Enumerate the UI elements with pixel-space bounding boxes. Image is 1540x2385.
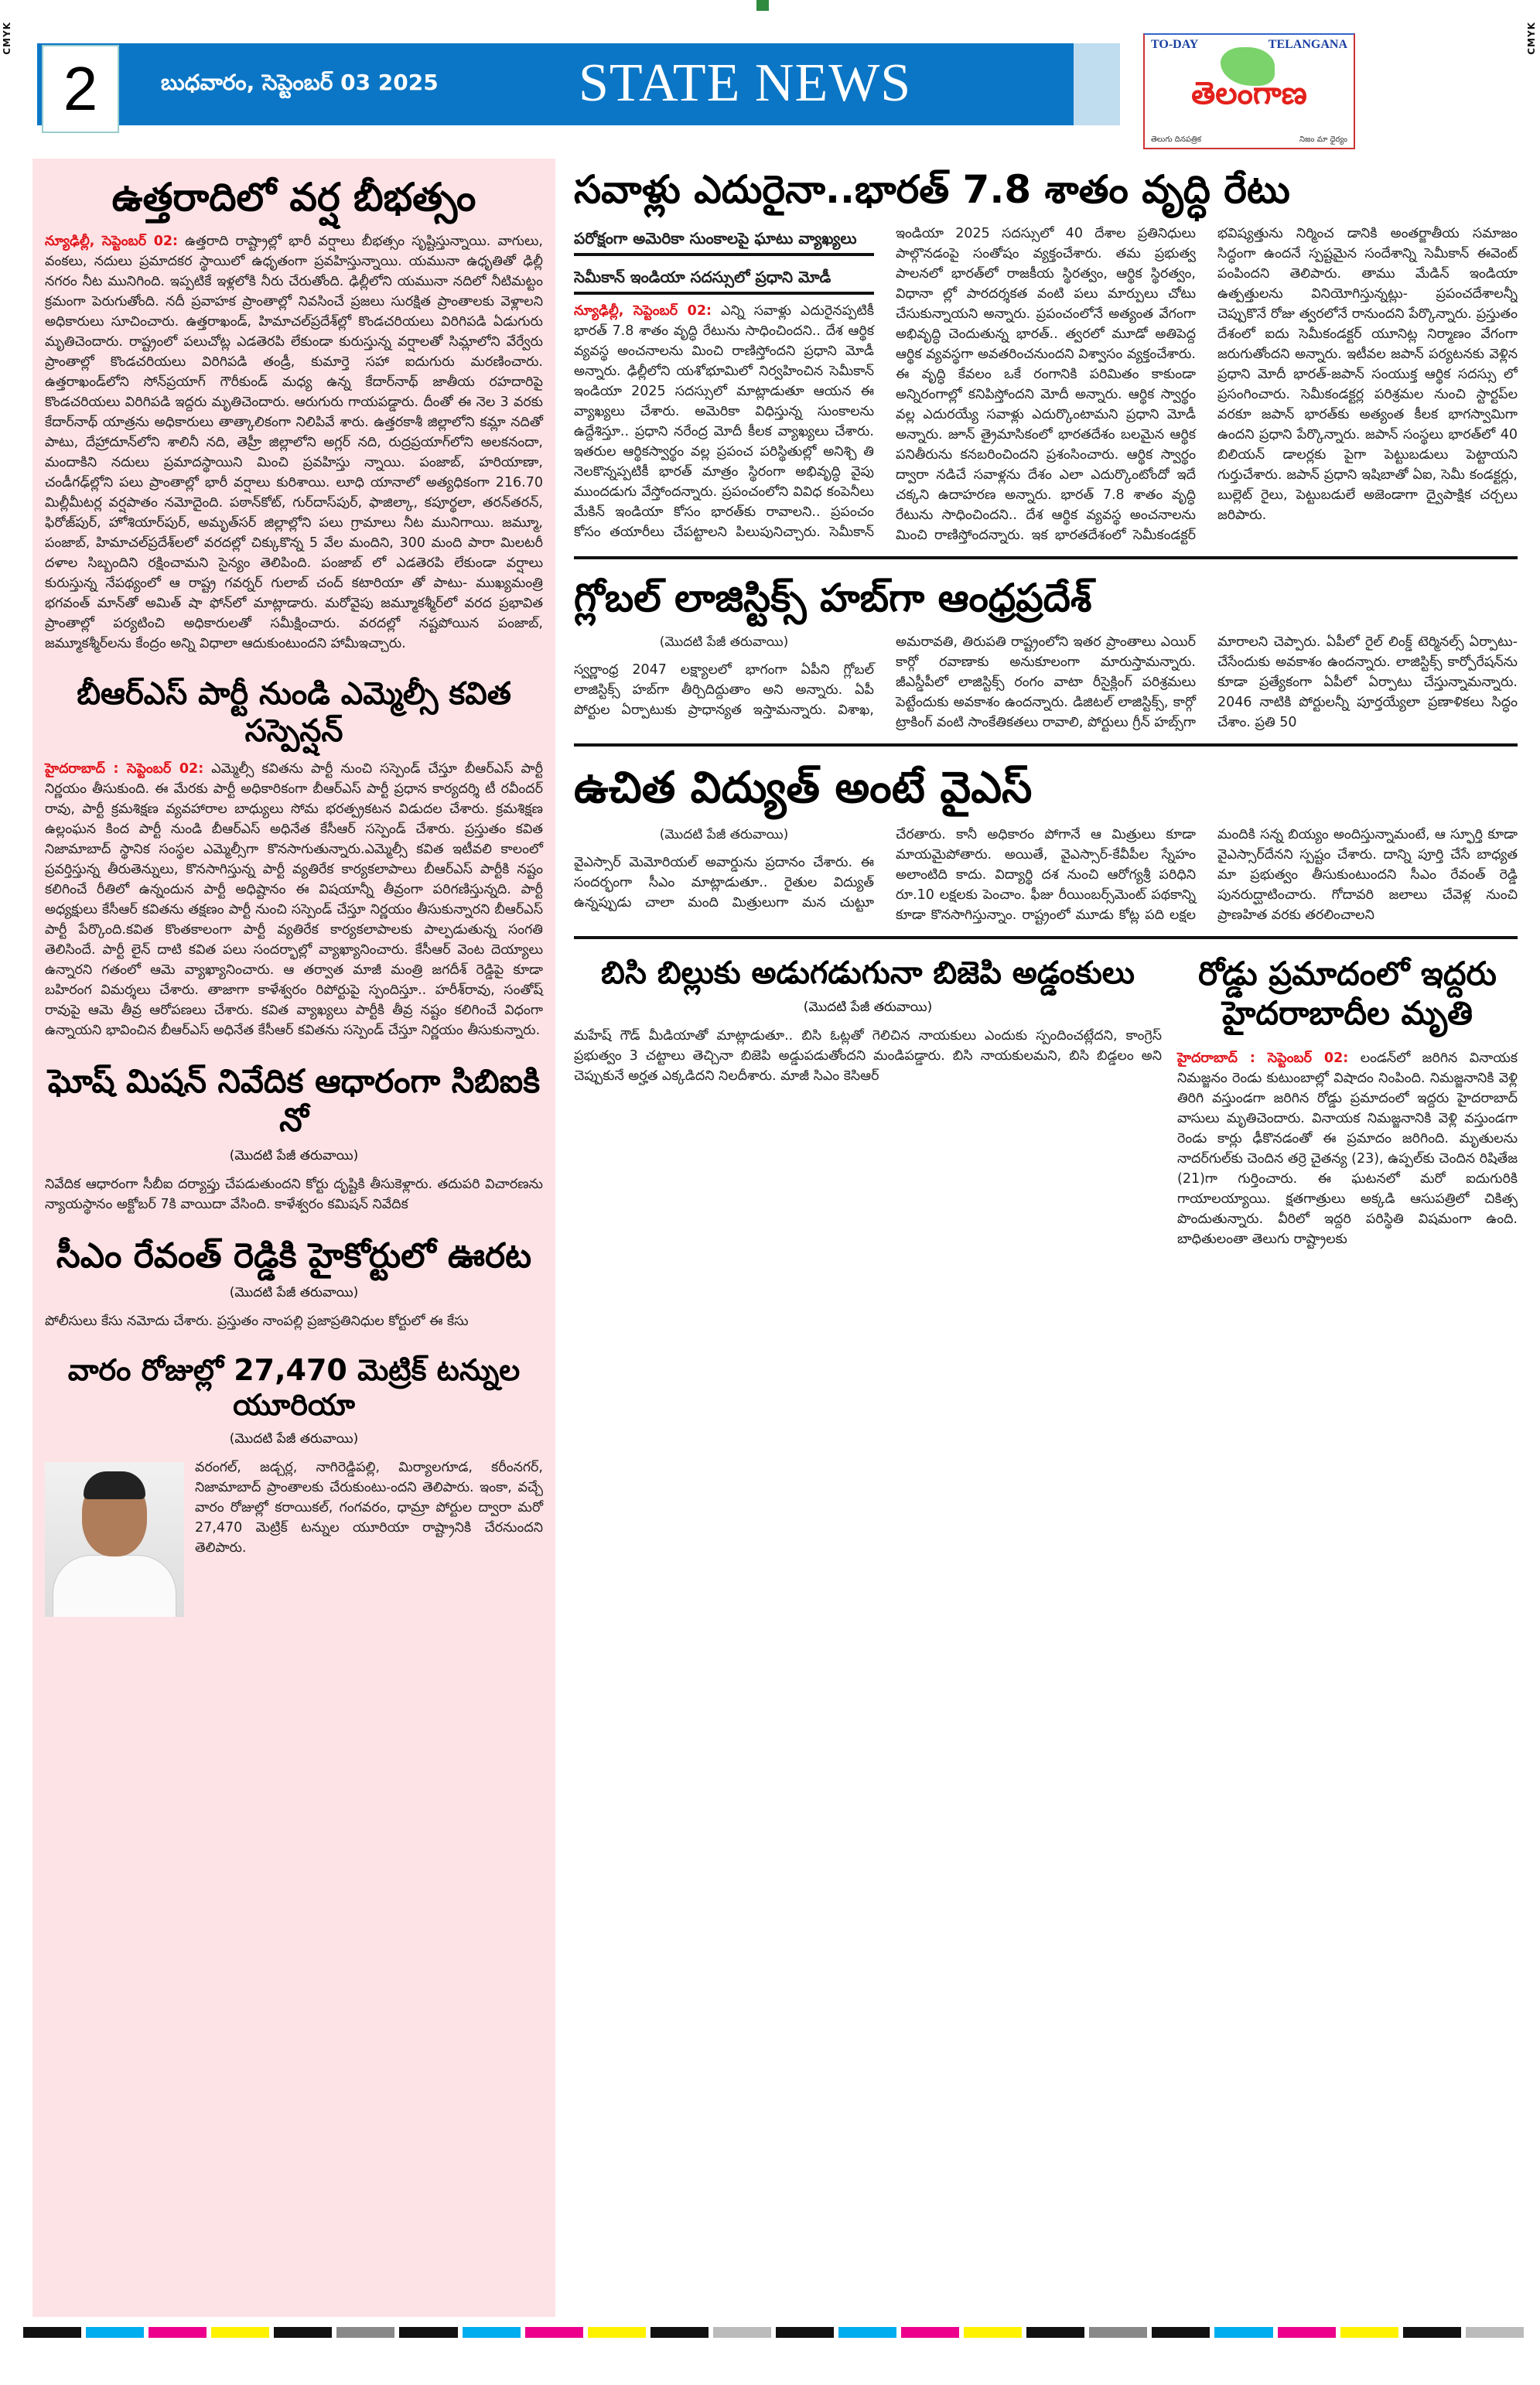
headline: గ్లోబల్ లాజిస్టిక్స్ హబ్‌గా ఆంధ్రప్రదేశ్ <box>574 576 1092 620</box>
logo-name: తెలంగాణ <box>1191 75 1307 111</box>
divider <box>574 936 1518 939</box>
dateline: హైదరాబాద్ : సెప్టెంబర్ 02: <box>45 761 204 777</box>
article-body <box>45 759 543 1040</box>
issue-date: బుధవారం, సెప్టెంబర్ 03 2025 <box>161 70 439 95</box>
body-text: ఎన్ని సవాళ్లు ఎదురైనప్పటికీ భారత్ 7.8 శాతం వృద్ధి రేటును సాధించిందని.. దేశ ఆర్థిక వ్యవస్థ అంచనాలను మించి రాణిస్తోందని ప్రధాని మోడీ అన్నారు. ఢిల్లీలోని యశోభూమిలో నిర్వహించిన సెమీకాన్ ఇండియా 2025 సదస్సులో మాట్లాడుతూ ఆయన ఈ వ్యాఖ్యలు చేశారు. అమెరికా విధిస్తున్న సుంకాలను ఉద్దేశిస్తూ.. ప్రధాని నరేంద్ర మోదీ కీలక వ్యాఖ్యలు చేశారు. ఇతరుల ఆర్థికస్వార్థం వల్ల ప్రపంచ పరిస్థితుల్లో అనిశ్చి తి నెలకొన్నప్పటికీ భారత్ మాత్రం స్థిరంగా అభివృద్ధి వైపు ముందడుగు వేస్తోందన్నారు. ప్రపంచంలోని వివిధ కంపెనీలు మేకిన్ ఇండియా కోసం భారత్‌కు రావాలని.. ప్రపంచం కోసం తయారీలు చేపట్టాలని పిలుపునిచ్చారు. సెమీకాన్ ఇండియా 2025 సదస్సులో 40 దేశాల ప్రతినిధులు పాల్గొనడంపై సంతోషం వ్యక్తంచేశారు. తమ ప్రభుత్వ పాలనలో భారత్‌లో రాజకీయ స్థిరత్వం, ఆర్థిక స్థిరత్వం, విధానా ల్లో పారదర్శకత వంటి పలు మార్పులు చోటు చేసుకున్నాయని అన్నారు. ప్రపంచంలోనే అత్యంత వేగంగా అభివృద్ధి చెందుతున్న భారత్.. త్వరలో మూడో అతిపెద్ద ఆర్థిక వ్యవస్థగా అవతరించనుందని విశ్వాసం వ్యక్తంచేశారు. ఈ వృద్ధి కేవలం ఒకే రంగానికి పరిమితం కాకుండా అన్నిరంగాల్లో కనిపిస్తోందని మోదీ అన్నారు. ఆర్థిక స్వార్థం వల్ల ఎదురయ్యే సవాళ్లు ఎదుర్కొంటామని ప్రధాని మోడీ అన్నారు. జూన్ త్రైమాసికంలో భారతదేశం బలమైన ఆర్థిక పనితీరును కనబరించిందని ప్రశంసించారు. ఆర్థిక స్వార్థం ద్వారా నడిచే సవాళ్లను దేశం ఎలా ఎదుర్కొంటోందో ఇదే చక్కని ఉదాహరణ అన్నారు. భారత్ 7.8 శాతం వృద్ధి రేటును సాధించిందని.. దేశ ఆర్థిక వ్యవస్థ అంచనాలను మించి రాణిస్తోందన్నారు. ఇక భారతదేశంలో సెమీకండక్టర్ భవిష్యత్తును నిర్మించ డానికి అంతర్జాతీయ సమాజం సిద్ధంగా ఉందనే స్పష్టమైన సందేశాన్ని సెమీకాన్ ఈవెంట్ పంపిందని తెలిపారు. తాము మేడిన్ ఇండియా ఉత్పత్తులను వినియోగిస్తున్నట్లు- ప్రపంచదేశాలన్నీ చెప్పుకొనే రోజు త్వరలోనే రానుందని పేర్కొన్నారు. ప్రస్తుతం దేశంలో ఐదు సెమీకండక్టర్ యూనిట్ల నిర్మాణం వేగంగా జరుగుతోందని అన్నారు. ఇటీవల జపాన్ పర్యటనకు వెళ్లిన ప్రధాని మోదీ భారత్-జపాన్ సంయుక్త ఆర్థిక సదస్సు లో ప్రసంగించారు. సెమీకండక్టర్ల పరిశ్రమల నుంచి స్టార్టప్‌ల వరకూ జపాన్ భారత్‌కు అత్యంత కీలక భాగస్వామిగా ఉందని ప్రధాని పేర్కొన్నారు. జపాన్ సంస్థలు భారత్‌లో 40 బిలియన్ డాలర్లకు పైగా పెట్టుబడులు పెట్టాయని గుర్తుచేశారు. జపాన్ ప్రధాని ఇషిబాతో ఏఐ, సెమీ కండక్టర్లు, బుల్లెట్ రైలు, పెట్టుబడులే అజెండాగా ద్వైపాక్షిక చర్చలు జరిపారు. <box>574 226 1518 543</box>
page-header <box>37 43 1120 125</box>
article-revanth <box>45 1236 543 1331</box>
color-calibration-bar <box>23 2327 1524 2338</box>
article-ghosh <box>45 1062 543 1215</box>
left-news-panel <box>32 159 555 2317</box>
dateline: హైదరాబాద్ : సెప్టెంబర్ 02: <box>1177 1050 1349 1066</box>
article-kavitha <box>45 675 543 1040</box>
continued-note: (మొదటి పేజీ తరువాయి) <box>803 999 933 1016</box>
article-body <box>1177 1048 1518 1249</box>
article-urea <box>45 1353 543 1621</box>
bottom-row <box>574 955 1518 1260</box>
article-logistics <box>574 575 1518 733</box>
headline: ఉత్తరాదిలో వర్ష బీభత్సం <box>111 175 476 220</box>
continued-note: (మొదటి పేజీ తరువాయి) <box>229 1430 359 1447</box>
page-number: 2 <box>42 45 119 133</box>
body-text: స్వర్ణాంధ్ర 2047 లక్ష్యాలలో భాగంగా ఏపీని గ్లోబల్ లాజిస్టిక్స్ హబ్‌గా తీర్చిదిద్దుతాం అని అన్నారు. ఏపీ పోర్టుల ఏర్పాటుకు ప్రాధాన్యత ఇస్తామన్నారు. విశాఖ, అమరావతి, తిరుపతి రాష్ట్రంలోని ఇతర ప్రాంతాలు ఎయిర్ కార్గో రవాణాకు అనుకూలంగా మారుస్తామన్నారు. జీఎస్డీపీలో లాజిస్టిక్స్ రంగం వాటా రీసైక్లింగ్ పరిశ్రమలు పెట్టేందుకు అవకాశం ఉందన్నారు. డిజిటల్ లాజిస్టిక్స్, కార్గో ట్రాకింగ్ వంటి సాంకేతికతలు రావాలి, పోర్టులు గ్రీన్ హబ్స్‌గా మారాలని చెప్పారు. ఏపీలో రైల్ లింక్డ్ టెర్మినల్స్ ఏర్పాటు- చేసేందుకు అవకాశం ఉందన్నారు. లాజిస్టిక్స్ కార్పోరేషన్‌ను కూడా ప్రత్యేకంగా ఏపీలో ఏర్పాటు చేస్తున్నామన్నారు. 2046 నాటికి పోర్టులన్నీ పూర్తయ్యేలా ప్రణాళికలు సిద్ధం చేశాం. ప్రతి 50 <box>574 634 1518 730</box>
article-body: మహేష్ గౌడ్ మీడియాతో మాట్లాడుతూ.. బిసి ఓట్లతో గెలిచిన నాయకులు ఎందుకు స్పందించట్లేదని, కాంగ్రెస్ ప్రభుత్వం 3 చట్టాలు తెచ్చినా బిజెపి అడ్డుపడుతోందని మండిపడ్డారు. బిసి నాయకులమని, బిసి బిడ్డలం అని చెప్పుకునే అర్హత ఎక్కడిదని నిలదీశారు. మాజీ సిఎం కెసిఆర్ <box>574 1028 1162 1085</box>
article-body: నివేదిక ఆధారంగా సీబీఐ దర్యాప్తు చేపడుతుందని కోర్టు దృష్టికి తీసుకెళ్లారు. తదుపరి విచారణను న్యాయస్థానం అక్టోబర్ 7కి వాయిదా వేసింది. కాళేశ్వరం కమిషన్ నివేదిక <box>45 1176 543 1212</box>
headline: ఘోష్ మిషన్ నివేదిక ఆధారంగా సిబిఐకి నో <box>47 1062 541 1140</box>
headline: బీఆర్ఎస్ పార్టీ నుండి ఎమ్మెల్సీ కవిత సస్పెన్షన్ <box>77 676 511 749</box>
headline: సీఎం రేవంత్ రెడ్డికి హైకోర్టులో ఊరట <box>56 1235 532 1276</box>
divider <box>574 743 1518 747</box>
headline: వారం రోజుల్లో 27,470 మెట్రిక్ టన్నుల యూరియా <box>67 1352 521 1423</box>
continued-note: (మొదటి పేజీ తరువాయి) <box>659 634 789 650</box>
article-body: పోలీసులు కేసు నమోదు చేశారు. ప్రస్తుతం నాంపల్లి ప్రజాప్రతినిధుల కోర్టులో ఈ కేసు <box>45 1313 469 1329</box>
dateline: న్యూఢిల్లీ, సెప్టెంబర్ 02: <box>45 234 179 249</box>
body-text: వైఎస్సార్ మెమోరియల్ అవార్డును ప్రదానం చేశారు. ఈ సందర్భంగా సీఎం మాట్లాడుతూ.. రైతుల విద్యుత్ ఉన్నప్పుడు చాలా మంది మిత్రులుగా మన చుట్టూ చేరతారు. కానీ అధికారం పోగానే ఆ మిత్రులు కూడా మాయమైపోతారు. అయితే, వైఎస్సార్-కేవీపీల స్నేహం అలాంటిది కాదు. విద్యార్థి దశ నుంచి ఆరోగ్యశ్రీ పరిధిని రూ.10 లక్షలకు పెంచాం. ఫీజు రీయింబర్స్‌మెంట్ పథకాన్ని కూడా కొనసాగిస్తున్నాం. రాష్ట్రంలో మూడు కోట్ల పది లక్షల మందికి సన్న బియ్యం అందిస్తున్నామంటే, ఆ స్ఫూర్తి కూడా వైఎస్సార్‌దేనని స్పష్టం చేశారు. దాన్ని పూర్తి చేసే బాధ్యత మా ప్రభుత్వం తీసుకుంటుందని సీఎం రేవంత్ రెడ్డి పునరుద్ఘాటించారు. గోదావరి జలాలు చేవెళ్ల నుంచి ప్రాణహిత వరకు తరలించాలని <box>574 827 1518 924</box>
article-body: వరంగల్, జడ్చర్ల, నాగిరెడ్డిపల్లి, మిర్యాలగూడ, కరీంనగర్, నిజామాబాద్ ప్రాంతాలకు చేరుకుంటు-ందని తెలిపారు. ఇంకా, వచ్చే వారం రోజుల్లో కరాయికల్, గంగవరం, ధామ్రా పోర్టుల ద్వారా మరో 27,470 మెట్రిక్ టన్నుల యూరియా రాష్ట్రానికి చేరనుందని తెలిపారు. <box>195 1459 543 1556</box>
logo-tagline-right: నిజం మా ధైర్యం <box>1299 135 1347 144</box>
logo-tagline-left: తెలుగు దినపత్రిక <box>1151 135 1202 144</box>
headline: సవాళ్లు ఎదురైనా..భారత్ 7.8 శాతం వృద్ధి రేటు <box>574 167 1290 212</box>
subheadline: సెమీకాన్ ఇండియా సదస్సులో ప్రధాని మోడీ <box>574 262 874 295</box>
article-body <box>574 632 1518 733</box>
dateline: న్యూఢిల్లీ, సెప్టెంబర్ 02: <box>574 303 712 319</box>
divider <box>574 556 1518 559</box>
headline: బిసి బిల్లుకు అడుగడుగునా బిజెపి అడ్డంకులు <box>600 955 1135 992</box>
newspaper-logo <box>1143 33 1355 149</box>
header-band <box>37 43 1074 125</box>
body-text: ఉత్తరాది రాష్ట్రాల్లో భారీ వర్షాలు బీభత్సం సృష్టిస్తున్నాయి. వాగులు, వంకలు, నదులు ప్రమాదకర స్థాయిలో ఉధృతంగా ప్రవహిస్తున్నాయి. యమునా ఉధృతితో ఢిల్లీ నగరం నీట మునిగింది. ఇప్పటికే ఇళ్లలోకి నీరు చేరుతోంది. ఢిల్లీలోని యమునా నదిలో నీటిమట్టం క్రమంగా పెరుగుతోంది. నదీ ప్రవాహక ప్రాంతాల్లో నివసించే ప్రజలు సురక్షిత ప్రాంతాలకు వెళ్లాలని అధికారులు సూచించారు. ఉత్తరాఖండ్, హిమాచల్‌ప్రదేశ్‌ల్లో కొండచరియలు విరిగిపడి ఏడుగురు మృతిచెందారు. రాష్ట్రంలో పలుచోట్ల ఎడతెరపి లేకుండా కురుస్తున్న వర్షాలతో సిమ్లాలోని వేర్వేరు ప్రాంతాల్లో కొండచరియలు విరిగిపడి తండ్రీ, కుమార్తె సహా ఐదుగురు మరణించారు. ఉత్తరాఖండ్‌లోని సోన్‌ప్రయాగ్ గౌరీకుండ్ మధ్య ఉన్న కేదార్‌నాథ్ జాతీయ రహదారిపై కొండచరియలు విరిగిపడి ఇద్దరు మృతిచెందారు. ఆరుగురు గాయపడ్డారు. దీంతో ఈ నెల 3 వరకు కేదార్‌నాథ్ యాత్రను అధికారులు తాత్కాలికంగా నిలిపివే శారు. ఉత్తరకాశీ జిల్లాలోని కమ్లా నదితో పాటు, దేహ్రాదూన్‌లోని శాలినీ నది, తెహ్రీ జిల్లాలోని అగ్లర్ నది, రుద్రప్రయాగ్‌లోని అలకనందా, మందాకిని నదులు ప్రమాదస్థాయిని మించి ప్రవహిస్తు న్నాయి. పంజాబ్, హరియాణా, చండీగఢ్‌ల్లోని పలు ప్రాంతాల్లో భారీ వర్షాలు కురిశాయి. లూధి యానాలో అత్యధికంగా 216.70 మిల్లీమీటర్ల వర్షపాతం నమోదైంది. పఠాన్‌కోట్, గుర్‌దాస్‌పుర్, ఫాజిల్కా, కపూర్థలా, తరన్‌తరన్, ఫిరోజ్‌పుర్, హోశియార్‌పుర్, అమృత్‌సర్ జిల్లాల్లోని పలు గ్రామాలు నీట మునిగాయి. జమ్మూ, పంజాబ్, హిమాచల్‌ప్రదేశ్‌లలో వరదల్లో చిక్కుకొన్న 5 వేల మందిని, 300 మంది పారా మిలటరీ దళాల సిబ్బందిని రక్షించామని సైన్యం తెలిపింది. పంజాబ్ లో ఎడతెరపి లేకుండా వర్షాలు కురుస్తున్న నేపథ్యంలో ఆ రాష్ట్ర గవర్నర్ గులాబ్ చంద్ కటారియా తో పాటు- ముఖ్యమంత్రి భగవంత్ మాన్‌తో అమిత్ షా ఫోన్‌లో మాట్లాడారు. మరోవైపు జమ్మూకశ్మీర్‌లో వరద ప్రభావిత ప్రాంతాల్లో పర్యటించి అధికారులతో సమీక్షించారు. వరదల్లో నష్టపోయిన పంజాబ్, జమ్మూకశ్మీర్‌లను కేంద్రం అన్ని విధాలా ఆదుకుంటుందని హామీఇచ్చారు. <box>45 234 543 651</box>
article-body <box>574 224 1518 545</box>
section-title: STATE NEWS <box>579 53 912 113</box>
body-text: ఎమ్మెల్సీ కవితను పార్టీ నుంచి సస్పెండ్ చేస్తూ బీఆర్ఎస్ పార్టీ నిర్ణయం తీసుకుంది. ఈ మేరకు పార్టీ అధికారికంగా బీఆర్ఎస్ పార్టీ ప్రధాన కార్యదర్శి టీ రవీందర్ రావు, పార్టీ క్రమశిక్షణ వ్యవహారాల బాధ్యులు సోమ భరత్ప్రకటన విడుదల చేశారు. క్రమశిక్షణ ఉల్లంఘన కింద పార్టీ నుండి బీఆర్ఎస్ అధినేత కేసీఆర్ సస్పెండ్ చేశారు. ప్రస్తుతం కవిత నిజామాబాద్ స్థానిక సంస్థల ఎమ్మెల్సీగా కొనసాగుతున్నారు.ఎమ్మెల్సీ కవిత ఇటీవలి కాలంలో ప్రవర్తిస్తున్న తీరుతెన్నులు, కొనసాగిస్తున్న పార్టీ వ్యతిరేక కార్యకలాపాలు బీఆర్ఎస్ పార్టీకి నష్టం కలిగించే రీతిలో ఉన్నందున పార్టీ అధిష్టానం ఈ విషయాన్నీ తీవ్రంగా పరిగణిస్తున్నది. పార్టీ అధ్యక్షులు కేసీఆర్ కవితను తక్షణం పార్టీ నుంచి సస్పెండ్ చేస్తూ నిర్ణయం తీసుకున్నారని బీఆర్ఎస్ పార్టీ పేర్కొంది.కవిత కొంతకాలంగా పార్టీ వ్యతిరేక కార్యకలాపాలకు పాల్పడుతున్న సంగతి తెలిసిందే. పార్టీ లైన్ దాటి కవిత పలు సందర్భాల్లో వ్యాఖ్యానించారు. కేసీఆర్ వెంట దెయ్యాలు ఉన్నారని గతంలో ఆమె వ్యాఖ్యానించారు. ఆ తర్వాత మాజీ మంత్రి జగదీశ్ రెడ్డిపై కూడా బహిరంగ విమర్శలు చేశారు. తాజాగా కాళేశ్వరం రిపోర్టుపై స్పందిస్తూ.. హరీశ్‌రావు, సంతోష్ రావుపై ఆమె తీవ్ర ఆరోపణలు చేశారు. కవిత వ్యాఖ్యలు పార్టీకి తీవ్ర నష్టం కలిగించే విధంగా ఉన్నాయని భావించిన బీఆర్ఎస్ అధినేత కేసీఆర్ కవితను సస్పెండ్ చేస్తూ నిర్ణయం తీసుకున్నారు. <box>45 761 543 1038</box>
continued-note: (మొదటి పేజీ తరువాయి) <box>229 1147 359 1163</box>
cmyk-mark-right: CMYK <box>1526 22 1537 55</box>
article-body <box>45 231 543 654</box>
minister-photo <box>45 1462 184 1617</box>
registration-mark <box>756 0 769 11</box>
cmyk-mark-left: CMYK <box>2 22 12 55</box>
body-text: లండన్‌లో జరిగిన వినాయక నిమజ్జనం రెండు కుటుంబాల్లో విషాదం నింపింది. నిమజ్జనానికి వెళ్లి తిరిగి వస్తుండగా జరిగిన రోడ్డు ప్రమాదంలో ఇద్దరు హైదరాబాద్ వాసులు మృతిచెందారు. వినాయక నిమజ్జనానికి వెళ్లి వస్తుండగా రెండు కార్లు ఢీకొనడంతో ఈ ప్రమాదం జరిగింది. మృతులను నాదర్‌గుల్‌కు చెందిన తర్రె చైతన్య (23), ఉప్పల్‌కు చెందిన రిషితేజ (21)గా గుర్తించారు. ఈ ఘటనలో మరో ఐదుగురికి గాయాలయ్యాయి. క్షతగాత్రులు అక్కడి ఆసుపత్రిలో చికిత్స పొందుతున్నారు. వీరిలో ఇద్దరి పరిస్థితి విషమంగా ఉంది. బాధితులంతా తెలుగు రాష్ట్రాలకు <box>1177 1050 1518 1247</box>
subheadline: పరోక్షంగా అమెరికా సుంకాలపై ఘాటు వ్యాఖ్యలు <box>574 224 874 256</box>
logo-today: TO-DAY <box>1151 38 1199 51</box>
right-news-area <box>574 166 1518 2317</box>
article-growth <box>574 166 1518 545</box>
article-bcbill <box>574 955 1162 1086</box>
continued-note: (మొదటి పేజీ తరువాయి) <box>659 827 789 843</box>
continued-note: (మొదటి పేజీ తరువాయి) <box>229 1284 359 1300</box>
article-rain <box>45 174 543 654</box>
article-electricity <box>574 762 1518 925</box>
article-body <box>574 825 1518 925</box>
article-accident <box>1177 955 1518 1249</box>
logo-telangana: TELANGANA <box>1268 38 1347 51</box>
headline: ఉచిత విద్యుత్ అంటే వైఎస్ <box>574 763 1033 813</box>
headline: రోడ్డు ప్రమాదంలో ఇద్దరు హైదరాబాదీల మృతి <box>1198 955 1497 1032</box>
